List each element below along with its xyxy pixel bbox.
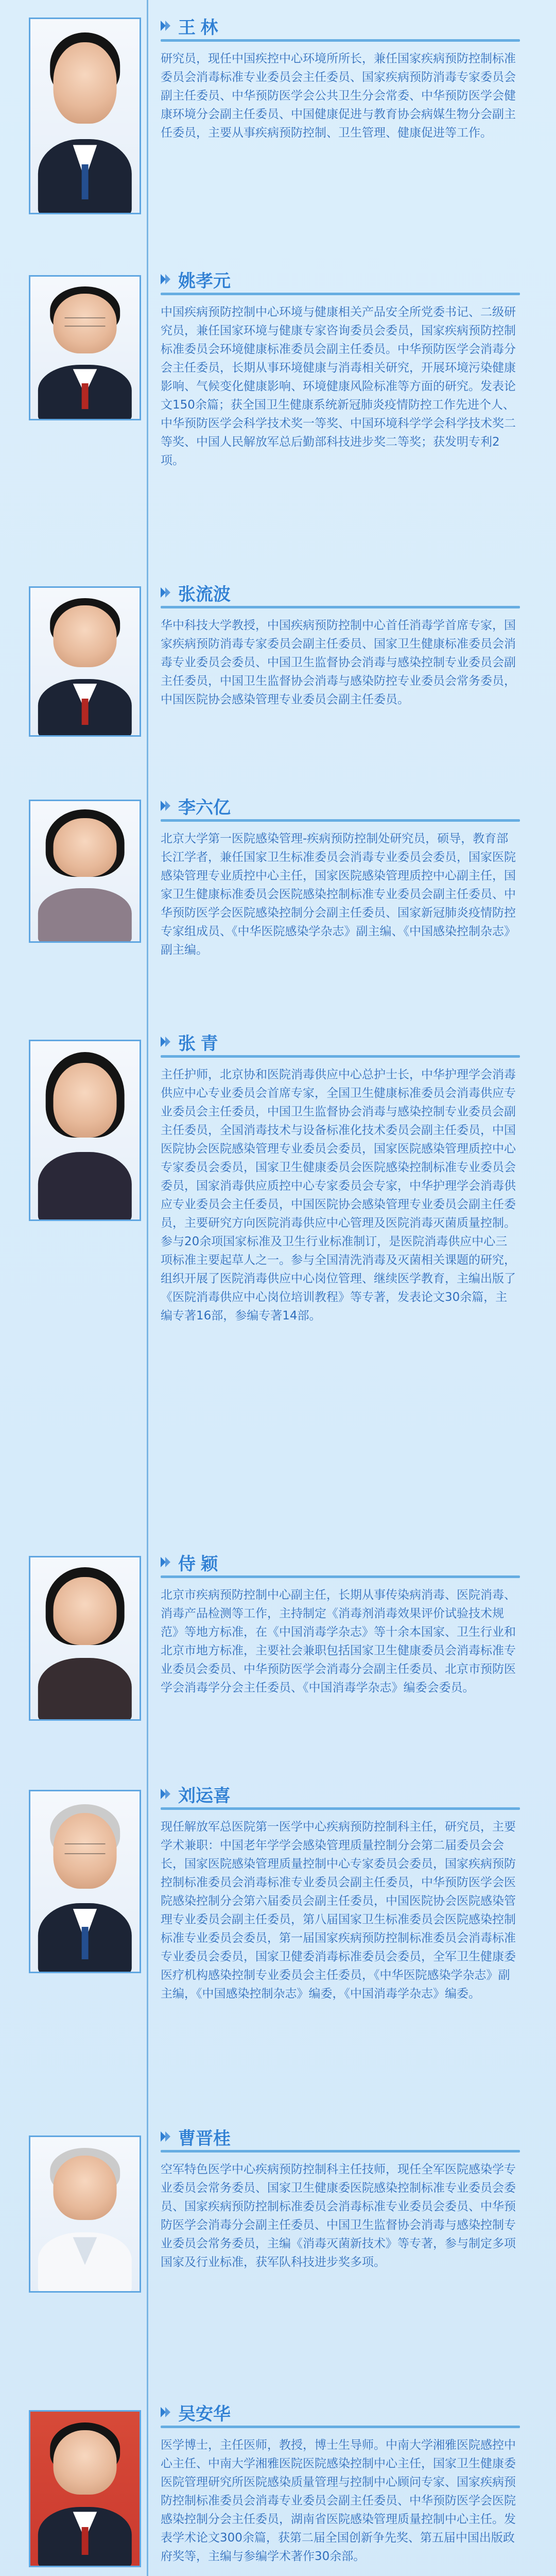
- portrait-image: [30, 2412, 140, 2566]
- profile-name-row-3: [161, 581, 231, 604]
- profile-photo-8: [29, 2136, 141, 2293]
- profile-name: 张 青: [178, 1033, 218, 1054]
- profile-photo-1: [29, 18, 141, 214]
- profile-card-7: [0, 1783, 556, 2097]
- profile-name: 侍 颖: [178, 1554, 218, 1574]
- profile-name: 刘运喜: [178, 1786, 231, 1806]
- profile-photo-3: [29, 586, 141, 737]
- profile-card-1: [0, 14, 556, 245]
- profile-bio: 研究员，现任中国疾控中心环境所所长，兼任国家疾病预防控制标准委员会消毒标准专业委员会主任委员、国家疾病预防消毒专家委员会副主任委员、中华预防医学会公共卫生分会常委、中华预防医学会健康环境分会副主任委员、中国健康促进与教育协会病媒生物分会副主任委员，主要从事疾病预防控制、卫生管理、健康促进等工作。: [161, 52, 516, 140]
- profile-name-row-6: [161, 1551, 218, 1573]
- profile-bio: 华中科技大学教授，中国疾病预防控制中心首任消毒学首席专家，国家疾病预防消毒专家委员会副主任委员、国家卫生健康标准委员会消毒专业委员会委员、中国卫生监督协会消毒与感染控制专业委员会副主任委员，中国卫生监督协会消毒与感染防控专业委员会常务委员，中国医院协会感染管理专业委员会副主任委员。: [161, 619, 516, 706]
- profile-photo-5: [29, 1040, 141, 1221]
- name-underline: [161, 1575, 520, 1578]
- profile-photo-6: [29, 1556, 141, 1721]
- double-chevron-icon: [161, 273, 171, 286]
- profile-name-row-4: [161, 794, 231, 817]
- double-chevron-icon: [161, 2405, 171, 2419]
- profile-card-6: [0, 1551, 556, 1793]
- name-underline: [161, 2150, 520, 2153]
- profile-name: 李六亿: [178, 798, 231, 818]
- portrait-image: [30, 1791, 140, 1972]
- profile-bio: 现任解放军总医院第一医学中心疾病预防控制科主任，研究员，主要学术兼职：中国老年学学会感染管理质量控制分会第二届委员会会长，国家医院感染管理质量控制中心专家委员会委员，国家疾病预防控制标准委员会消毒标准专业委员会副主任委员，中华预防医学会医院感染控制分会第六届委员会副主任委员，中国医院协会医院感染管理专业委员会副主任委员，第八届国家卫生标准委员会医院感染控制标准专业委员会委员，第一届国家疾病预防控制标准委员会消毒标准专业委员会委员，国家卫健委消毒标准委员会委员，全军卫生健康委医疗机构感染控制专业委员会主任委员，《中华医院感染学杂志》副主编，《中国感染控制杂志》编委，《中国消毒学杂志》编委。: [161, 1820, 516, 2001]
- double-chevron-icon: [161, 1555, 171, 1569]
- name-underline: [161, 1807, 520, 1810]
- portrait-image: [30, 19, 140, 213]
- profile-name-row-5: [161, 1030, 218, 1053]
- profile-name-row-2: [161, 268, 231, 291]
- name-underline: [161, 819, 520, 822]
- profile-photo-4: [29, 800, 141, 943]
- profile-name: 吴安华: [178, 2404, 231, 2424]
- profile-photo-9: [29, 2410, 141, 2567]
- double-chevron-icon: [161, 2130, 171, 2143]
- name-underline: [161, 606, 520, 608]
- profile-name: 张流波: [178, 584, 231, 604]
- profile-name-row-1: [161, 14, 218, 37]
- portrait-image: [30, 2137, 140, 2291]
- profile-name: 姚孝元: [178, 271, 231, 291]
- double-chevron-icon: [161, 1035, 171, 1048]
- portrait-image: [30, 277, 140, 419]
- portrait-image: [30, 1557, 140, 1719]
- profile-bio: 空军特色医学中心疾病预防控制科主任技师，现任全军医院感染学专业委员会常务委员、国家卫生健康委医院感染控制标准专业委员会委员、国家疾病预防控制标准委员会消毒标准专业委员会委员、中华预防医学会消毒分会副主任委员、中国卫生监督协会消毒与感染控制专业委员会常务委员，主编《消毒灭菌新技术》等专著，参与制定多项国家及行业标准，获军队科技进步奖多项。: [161, 2163, 516, 2269]
- profile-bio: 中国疾病预防控制中心环境与健康相关产品安全所党委书记、二级研究员，兼任国家环境与健康专家咨询委员会委员，国家疾病预防控制标准委员会环境健康标准委员会副主任委员。中华预防医学会消毒分会主任委员，长期从事环境健康与消毒相关研究，开展环境污染健康影响、气候变化健康影响、环境健康风险标准等方面的研究。发表论文150余篇；获全国卫生健康系统新冠肺炎疫情防控工作先进个人、中华预防医学会科学技术奖一等奖、中国环境科学学会科学技术奖二等奖、中国人民解放军总后勤部科技进步奖二等奖；获发明专利2项。: [161, 306, 516, 467]
- profile-bio: 主任护师，北京协和医院消毒供应中心总护士长，中华护理学会消毒供应中心专业委员会首席专家，全国卫生健康标准委员会消毒供应专业委员会主任委员，中国卫生监督协会消毒与感染控制专业委员会副主任委员，全国消毒技术与设备标准化技术委员会副主任委员，中国医院协会医院感染管理专业委员会委员，国家医院感染管理质控中心专家委员会委员，国家卫生健康委员会医院感染控制标准专业委员会委员，国家消毒供应质控中心专家委员会专家，中华护理学会消毒供应专业委员会主任委员，中国医院协会感染管理专业委员会副主任委员，主要研究方向医院消毒供应中心管理及医院消毒灭菌质量控制。参与20余项国家标准及卫生行业标准制订，是医院消毒供应中心三项标准主要起草人之一。参与全国清洗消毒及灭菌相关课题的研究，组织开展了医院消毒供应中心岗位管理、继续医学教育，主编出版了《医院消毒供应中心岗位培训教程》等专著，发表论文30余篇，主编专著16部，参编专著14部。: [161, 1068, 516, 1323]
- profile-card-4: [0, 794, 556, 1007]
- profile-name-row-7: [161, 1783, 231, 1805]
- portrait-image: [30, 1041, 140, 1219]
- profile-name: 王 林: [178, 18, 218, 38]
- profile-photo-7: [29, 1790, 141, 1973]
- double-chevron-icon: [161, 1787, 171, 1801]
- name-underline: [161, 2426, 520, 2428]
- name-underline: [161, 39, 520, 42]
- profile-bio: 北京市疾病预防控制中心副主任，长期从事传染病消毒、医院消毒、消毒产品检测等工作，主持制定《消毒剂消毒效果评价试验技术规范》等地方标准，在《中国消毒学杂志》等十余本国家、卫生行业和北京市地方标准，主要社会兼职包括国家卫生健康委员会消毒标准专业委员会委员、中华预防医学会消毒分会副主任委员、北京市预防医学会消毒学分会主任委员、《中国消毒学杂志》编委会委员。: [161, 1588, 516, 1694]
- profile-name: 曹晋桂: [178, 2128, 231, 2148]
- profile-name-row-8: [161, 2125, 231, 2148]
- profile-card-9: [0, 2401, 556, 2576]
- double-chevron-icon: [161, 586, 171, 599]
- profile-card-8: [0, 2125, 556, 2393]
- profile-name-row-9: [161, 2401, 231, 2424]
- profile-bio: 医学博士，主任医师，教授，博士生导师。中南大学湘雅医院感控中心主任、中南大学湘雅医院医院感染控制中心主任，国家卫生健康委医院管理研究所医院感染质量管理与控制中心顾问专家、国家疾病预防控制标准委员会消毒专业委员会副主任委员、中华预防医学会医院感染控制分会主任委员，湖南省医院感染管理质量控制中心主任。发表学术论文300余篇，获第二届全国创新争先奖、第五届中国出版政府奖等，主编与参编学术著作30余部。: [161, 2438, 516, 2563]
- portrait-image: [30, 588, 140, 735]
- profile-card-2: [0, 268, 556, 603]
- profile-bio: 北京大学第一医院感染管理-疾病预防控制处研究员，硕导，教育部长江学者，兼任国家卫生标准委员会消毒专业委员会委员，国家医院感染管理专业质控中心主任，国家医院感染管理质控中心副主任，国家卫生健康标准委员会医院感染控制标准专业委员会副主任委员、中华预防医学会医院感染控制分会副主任委员、国家新冠肺炎疫情防控专家组成员、《中华医院感染学杂志》副主编、《中国感染控制杂志》副主编。: [161, 832, 516, 957]
- portrait-image: [30, 801, 140, 941]
- profile-card-3: [0, 581, 556, 793]
- profile-card-5: [0, 1030, 556, 1473]
- double-chevron-icon: [161, 19, 171, 32]
- name-underline: [161, 1055, 520, 1058]
- name-underline: [161, 293, 520, 295]
- double-chevron-icon: [161, 799, 171, 812]
- profile-photo-2: [29, 275, 141, 420]
